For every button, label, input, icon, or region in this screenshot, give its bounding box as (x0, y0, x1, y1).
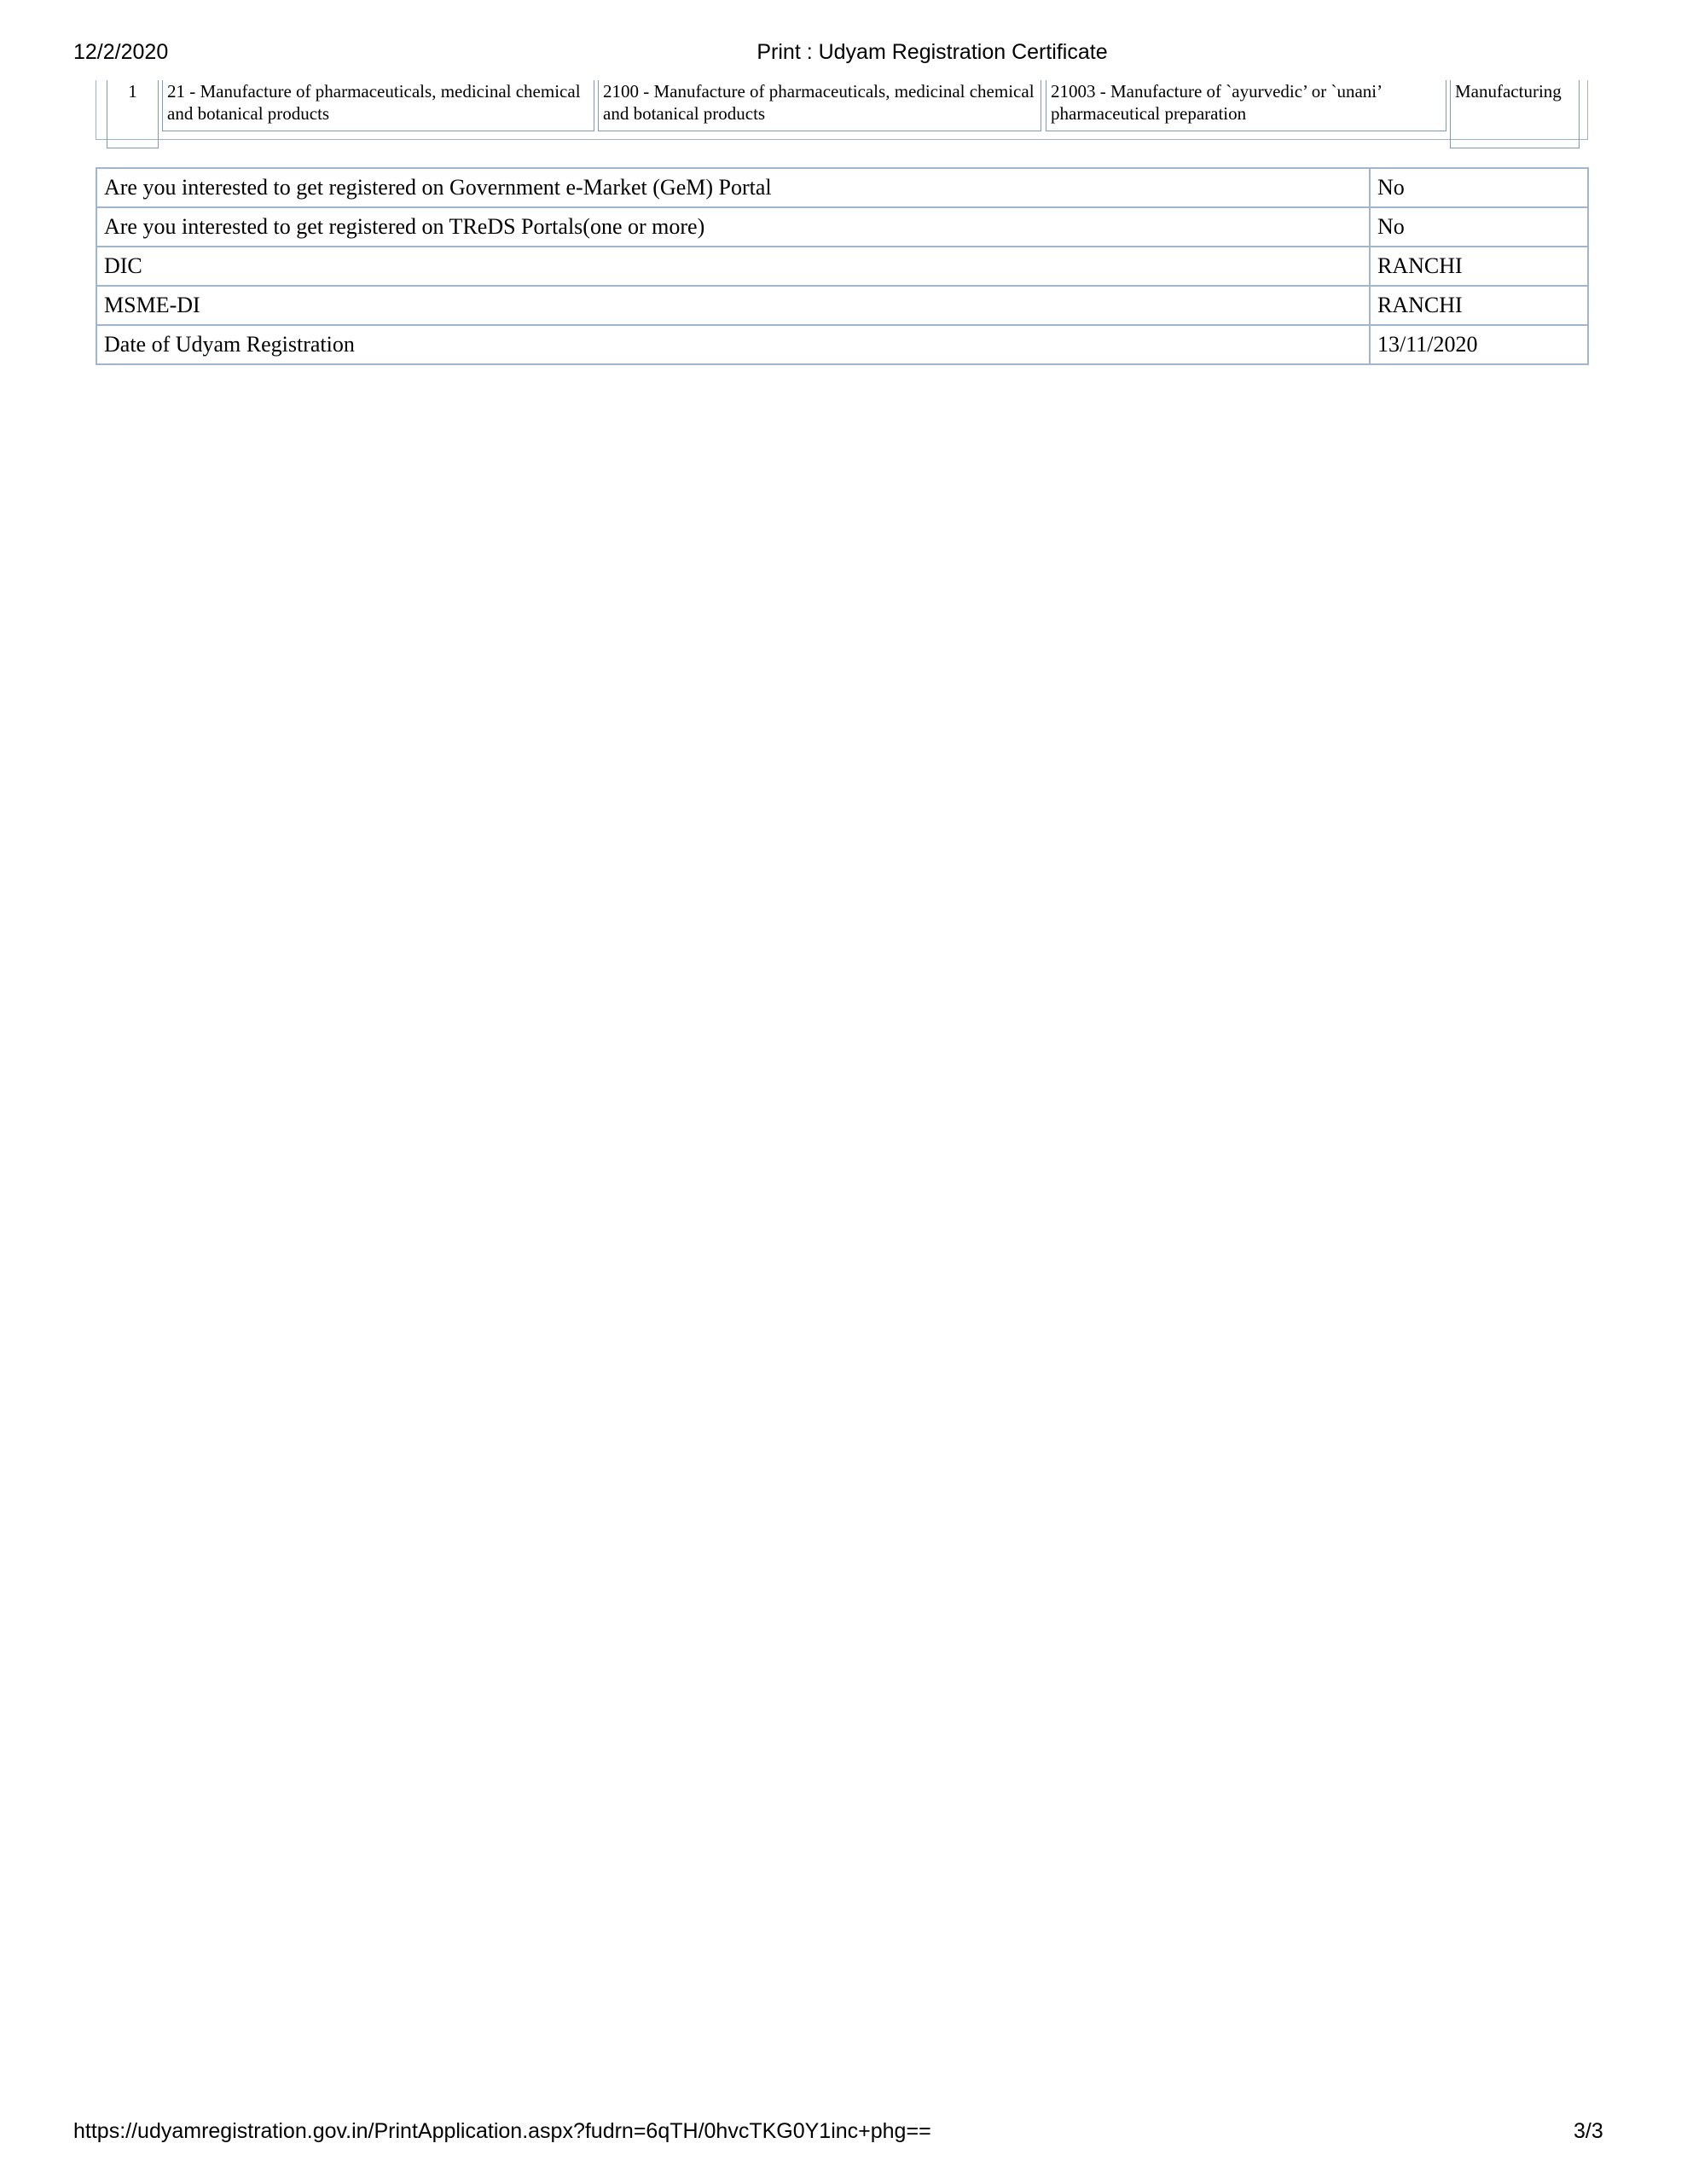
gem-portal-label: Are you interested to get registered on Government e-Market (GeM) Portal (96, 168, 1370, 207)
nic-code-table (96, 80, 1588, 140)
gem-portal-value: No (1370, 168, 1588, 207)
registration-date-value: 13/11/2020 (1370, 325, 1588, 364)
nic-5-digit-cell: 21003 - Manufacture of `ayurvedic’ or `unani’ pharmaceutical preparation (1046, 80, 1446, 131)
table-row (96, 207, 1588, 247)
print-date: 12/2/2020 (73, 40, 169, 64)
table-row (96, 168, 1588, 207)
treds-portal-value: No (1370, 207, 1588, 247)
table-row (96, 247, 1588, 286)
page-number: 3/3 (1574, 2119, 1603, 2143)
table-row (96, 286, 1588, 325)
page-title: Print : Udyam Registration Certificate (757, 40, 1108, 64)
nic-activity-cell: Manufacturing (1450, 80, 1580, 148)
registration-date-label: Date of Udyam Registration (96, 325, 1370, 364)
page-url: https://udyamregistration.gov.in/PrintApplication.aspx?fudrn=6qTH/0hvcTKG0Y1inc+phg== (73, 2119, 931, 2143)
msme-di-value: RANCHI (1370, 286, 1588, 325)
nic-sno-cell: 1 (107, 80, 159, 148)
dic-value: RANCHI (1370, 247, 1588, 286)
nic-2-digit-cell: 21 - Manufacture of pharmaceuticals, medicinal chemical and botanical products (162, 80, 594, 131)
treds-portal-label: Are you interested to get registered on TReDS Portals(one or more) (96, 207, 1370, 247)
nic-4-digit-cell: 2100 - Manufacture of pharmaceuticals, medicinal chemical and botanical products (598, 80, 1041, 131)
dic-label: DIC (96, 247, 1370, 286)
table-row (96, 325, 1588, 364)
msme-di-label: MSME-DI (96, 286, 1370, 325)
registration-info-table (96, 167, 1589, 365)
